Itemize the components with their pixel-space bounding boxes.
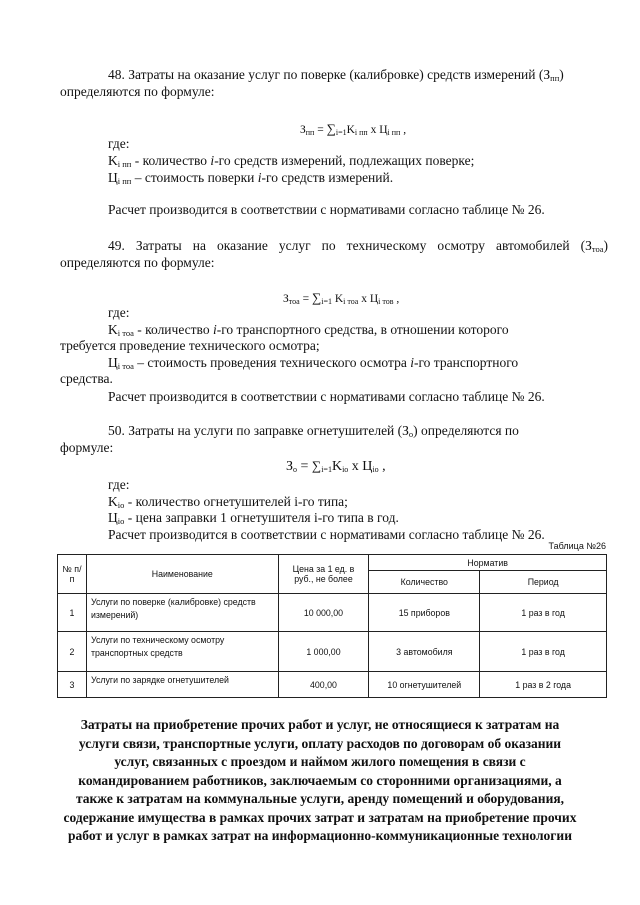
s50-k-definition: $K_{io}$ - количество огнетушителей i-го типа;	[108, 494, 348, 510]
section-heading: Затраты на приобретение прочих работ и услуг, не относящиеся к затратам на услуги связи, транспортные услуги, оплату расходов по договорам об оказании услуг, связанных с проездом и наймом жилого помещения в связи с командированием работников, заключаемым со сторонними организациями, а также к затратам на коммунальные услуги, аренду помещений и оборудования, содержание имущества в рамках прочих затрат и затратам на приобретение прочих работ и услуг в рамках затрат на информационно-коммуникационные технологии	[63, 717, 577, 843]
norms-table-26	[57, 554, 607, 698]
cell-name: Услуги по зарядке огнетушителей	[86, 672, 278, 698]
cell-period: 1 раз в 2 года	[480, 672, 607, 698]
table-caption: Таблица №26	[548, 541, 606, 551]
s49-intro-line2: определяются по формуле:	[60, 255, 215, 270]
cell-num: 2	[58, 632, 87, 672]
s48-formula: $З_{пп} = \sum_{i=1}K_{i пп}$ x $Ц_{i пп}$ ,	[300, 121, 407, 137]
s50-where: где:	[108, 477, 130, 492]
header-period: Период	[480, 571, 607, 594]
cell-qty: 15 приборов	[369, 594, 480, 632]
cell-num: 1	[58, 594, 87, 632]
s49-p-definition-line2: средства.	[60, 371, 113, 386]
header-num: № п/п	[58, 555, 87, 594]
s48-k-definition: $K_{i пп}$ - количество i-го средств измерений, подлежащих поверке;	[108, 153, 475, 169]
s48-intro-line2: определяются по формуле:	[60, 84, 215, 99]
s48-where: где:	[108, 136, 130, 151]
cell-name: Услуги по техническому осмотру транспортных средств	[86, 632, 278, 672]
s50-p-definition: $Ц_{io}$ - цена заправки 1 огнетушителя i-го типа в год.	[108, 510, 399, 526]
s50-calc-note: Расчет производится в соответствии с нормативами согласно таблице № 26.	[108, 527, 545, 542]
cell-period: 1 раз в год	[480, 594, 607, 632]
cell-price: 400,00	[278, 672, 369, 698]
cell-price: 1 000,00	[278, 632, 369, 672]
header-name: Наименование	[86, 555, 278, 594]
cell-num: 3	[58, 672, 87, 698]
s48-calc-note: Расчет производится в соответствии с нормативами согласно таблице № 26.	[108, 202, 545, 217]
s49-p-definition: $Ц_{i тоа}$ – стоимость проведения технического осмотра i-го транспортного	[108, 355, 519, 371]
table-row	[58, 594, 607, 632]
header-price: Цена за 1 ед. в руб., не более	[278, 555, 369, 594]
s49-k-definition: $K_{i тоа}$ - количество i-го транспортного средства, в отношении которого	[108, 322, 509, 338]
s49-k-definition-line2: требуется проведение технического осмотра;	[60, 338, 320, 353]
s49-formula: $З_{тоа} = \sum_{i=1}$ $K_{i тоа}$ x $Ц_{i тов}$ ,	[283, 290, 400, 306]
s50-intro: 50. Затраты на услуги по заправке огнетушителей $(З_о)$ определяются по	[108, 423, 519, 439]
s48-p-definition: $Ц_{i пп}$ – стоимость поверки i-го средств измерений.	[108, 170, 394, 186]
cell-qty: 10 огнетушителей	[369, 672, 480, 698]
s48-intro: 48. Затраты на оказание услуг по поверке (калибровке) средств измерений $(З_{пп})$	[108, 67, 564, 83]
cell-price: 10 000,00	[278, 594, 369, 632]
s49-where: где:	[108, 305, 130, 320]
s49-intro: 49. Затраты на оказание услуг по техническому осмотру автомобилей $(З_{тоа})$	[108, 238, 608, 254]
cell-name: Услуги по поверке (калибровке) средств измерений)	[86, 594, 278, 632]
table-row	[58, 672, 607, 698]
s50-intro-line2: формуле:	[60, 440, 114, 455]
cell-period: 1 раз в год	[480, 632, 607, 672]
cell-qty: 3 автомобиля	[369, 632, 480, 672]
header-qty: Количество	[369, 571, 480, 594]
table-header-row	[58, 555, 607, 571]
header-norm: Норматив	[369, 555, 607, 571]
s50-formula: $З_о = \sum_{i=1}K_{io}$ x $Ц_{io}$ ,	[286, 458, 386, 474]
table-row	[58, 632, 607, 672]
s49-calc-note: Расчет производится в соответствии с нормативами согласно таблице № 26.	[108, 389, 545, 404]
